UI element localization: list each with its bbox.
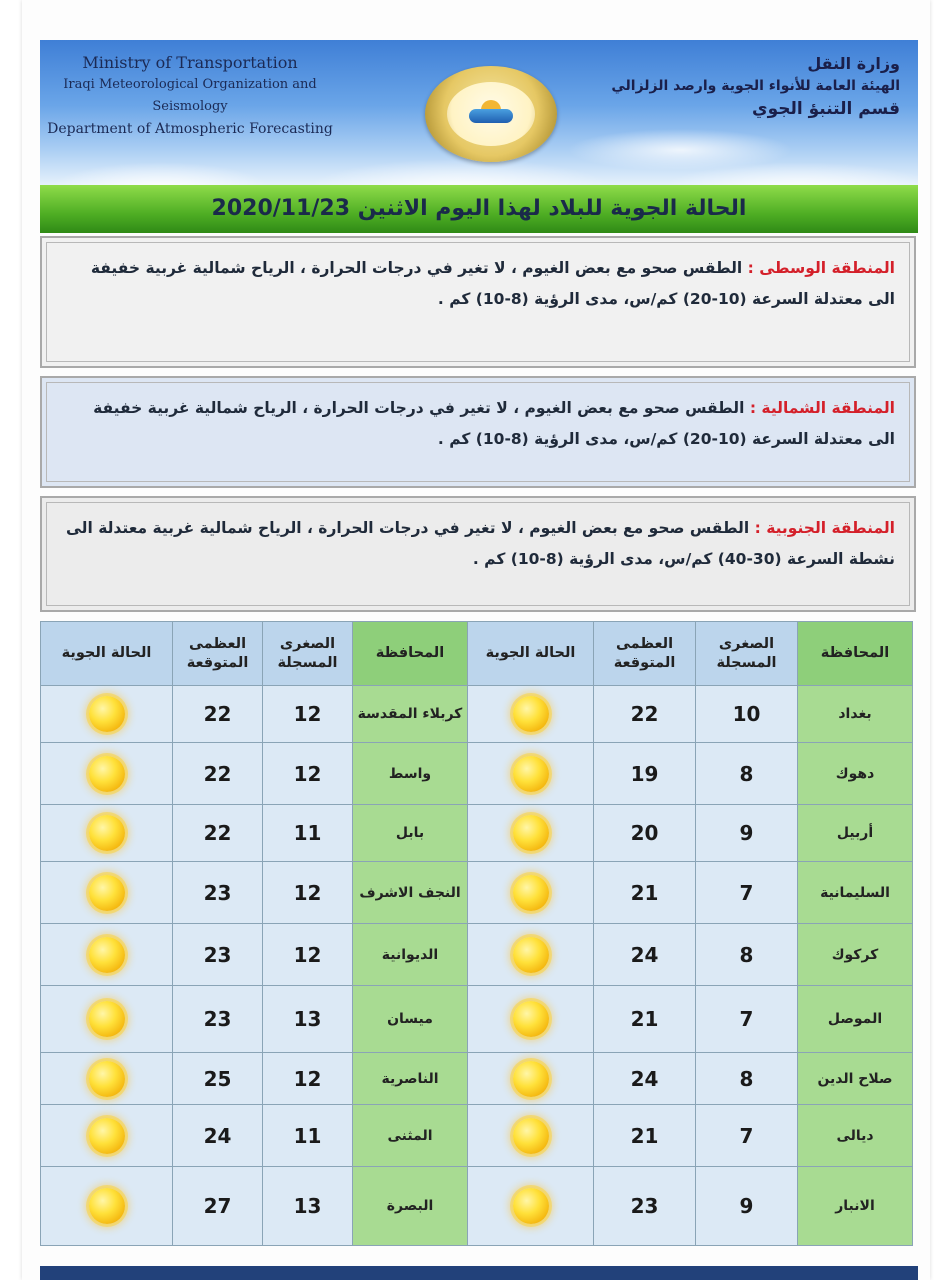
logo-inner-emblem (447, 82, 535, 146)
sun-icon (89, 1061, 125, 1097)
condition-cell (41, 1167, 173, 1246)
condition-cell (41, 862, 173, 924)
sun-icon (513, 937, 549, 973)
condition-cell (468, 1167, 594, 1246)
sun-icon (89, 696, 125, 732)
organization-name-ar: الهيئة العامة للأنواء الجوية وارصد الزلزالي (611, 78, 900, 94)
table-row (41, 986, 913, 1053)
max-temp-cell: 23 (173, 986, 263, 1053)
sun-icon (513, 1188, 549, 1224)
region-central-forecast: الطقس صحو مع بعض الغيوم ، لا تغير في درجات الحرارة ، الرياح شمالية غربية خفيفة الى معتدلة السرعة (10-20) كم/س، مدى الرؤية (8-10) كم . (90, 259, 895, 308)
province-cell: النجف الاشرف (353, 862, 468, 924)
province-cell: الناصرية (353, 1053, 468, 1105)
header-arabic-block (600, 52, 900, 121)
region-central-box (40, 236, 916, 368)
condition-cell (41, 986, 173, 1053)
max-temp-cell: 23 (173, 862, 263, 924)
max-temp-cell: 24 (594, 1053, 696, 1105)
condition-cell (41, 1053, 173, 1105)
organization-logo (425, 66, 557, 162)
sun-icon (513, 1001, 549, 1037)
region-north-box (40, 376, 916, 488)
table-row (41, 924, 913, 986)
province-cell: كركوك (798, 924, 913, 986)
max-temp-cell: 27 (173, 1167, 263, 1246)
page-title: الحالة الجوية للبلاد لهذا اليوم الاثنين 2020/11/23 (211, 196, 747, 221)
table-row (41, 686, 913, 743)
min-temp-cell: 8 (696, 924, 798, 986)
table-row (41, 805, 913, 862)
ministry-name-en: Ministry of Transportation (82, 53, 298, 72)
min-temp-cell: 12 (263, 686, 353, 743)
condition-cell (468, 986, 594, 1053)
condition-cell (41, 805, 173, 862)
max-temp-cell: 22 (594, 686, 696, 743)
province-cell: بابل (353, 805, 468, 862)
province-cell: كربلاء المقدسة (353, 686, 468, 743)
max-temp-cell: 21 (594, 1105, 696, 1167)
max-temp-cell: 24 (594, 924, 696, 986)
min-temp-cell: 12 (263, 924, 353, 986)
header-condition: الحالة الجوية (468, 622, 594, 686)
sun-icon (513, 756, 549, 792)
province-cell: دهوك (798, 743, 913, 805)
province-cell: أربيل (798, 805, 913, 862)
min-temp-cell: 13 (263, 986, 353, 1053)
province-cell: ميسان (353, 986, 468, 1053)
region-north-forecast: الطقس صحو مع بعض الغيوم ، لا تغير في درجات الحرارة ، الرياح شمالية غربية خفيفة الى معتدلة السرعة (10-20) كم/س، مدى الرؤية (8-10) كم . (93, 399, 895, 448)
condition-cell (468, 805, 594, 862)
condition-cell (468, 686, 594, 743)
condition-cell (468, 1105, 594, 1167)
ministry-name-ar: وزارة النقل (807, 54, 900, 73)
sun-icon (513, 696, 549, 732)
sun-icon (513, 815, 549, 851)
table-row (41, 743, 913, 805)
region-north-name: المنطقة الشمالية : (749, 399, 895, 417)
title-bar (40, 185, 918, 233)
header-min: الصغرى المسجلة (263, 622, 353, 686)
province-cell: المثنى (353, 1105, 468, 1167)
region-south-name: المنطقة الجنوبية : (754, 519, 895, 537)
min-temp-cell: 8 (696, 743, 798, 805)
condition-cell (41, 686, 173, 743)
province-cell: صلاح الدين (798, 1053, 913, 1105)
province-cell: ديالى (798, 1105, 913, 1167)
sun-icon (89, 756, 125, 792)
department-name-ar: قسم التنبؤ الجوي (752, 99, 900, 119)
region-south-text (46, 502, 910, 606)
max-temp-cell: 20 (594, 805, 696, 862)
condition-cell (468, 743, 594, 805)
min-temp-cell: 12 (263, 1053, 353, 1105)
condition-cell (468, 924, 594, 986)
min-temp-cell: 9 (696, 805, 798, 862)
header-min: الصغرى المسجلة (696, 622, 798, 686)
region-central-text (46, 242, 910, 362)
sun-icon (89, 815, 125, 851)
region-north-text (46, 382, 910, 482)
condition-cell (468, 862, 594, 924)
sun-icon (513, 1061, 549, 1097)
header-condition: الحالة الجوية (41, 622, 173, 686)
max-temp-cell: 22 (173, 805, 263, 862)
organization-name-en: Iraqi Meteorological Organization and Seismology (63, 77, 317, 114)
logo-wave-icon (469, 109, 513, 123)
region-south-forecast: الطقس صحو مع بعض الغيوم ، لا تغير في درجات الحرارة ، الرياح شمالية غربية معتدلة الى نشطة السرعة (30-40) كم/س، مدى الرؤية (8-10) كم . (66, 519, 895, 568)
header-max: العظمى المتوقعة (594, 622, 696, 686)
min-temp-cell: 12 (263, 862, 353, 924)
min-temp-cell: 8 (696, 1053, 798, 1105)
province-cell: البصرة (353, 1167, 468, 1246)
min-temp-cell: 13 (263, 1167, 353, 1246)
max-temp-cell: 23 (594, 1167, 696, 1246)
min-temp-cell: 7 (696, 986, 798, 1053)
min-temp-cell: 11 (263, 805, 353, 862)
province-cell: الانبار (798, 1167, 913, 1246)
table-row (41, 1053, 913, 1105)
min-temp-cell: 9 (696, 1167, 798, 1246)
footer-bar (40, 1266, 918, 1280)
max-temp-cell: 21 (594, 862, 696, 924)
max-temp-cell: 22 (173, 743, 263, 805)
sun-icon (89, 875, 125, 911)
forecast-table (40, 621, 913, 1246)
min-temp-cell: 11 (263, 1105, 353, 1167)
region-south-box (40, 496, 916, 612)
min-temp-cell: 10 (696, 686, 798, 743)
header-province: المحافظة (798, 622, 913, 686)
sun-icon (513, 1118, 549, 1154)
min-temp-cell: 12 (263, 743, 353, 805)
max-temp-cell: 25 (173, 1053, 263, 1105)
table-row (41, 862, 913, 924)
max-temp-cell: 24 (173, 1105, 263, 1167)
province-cell: واسط (353, 743, 468, 805)
sun-icon (513, 875, 549, 911)
condition-cell (41, 743, 173, 805)
max-temp-cell: 19 (594, 743, 696, 805)
province-cell: الموصل (798, 986, 913, 1053)
sun-icon (89, 937, 125, 973)
department-name-en: Department of Atmospheric Forecasting (47, 121, 333, 137)
header-english-block (40, 52, 340, 140)
province-cell: بغداد (798, 686, 913, 743)
condition-cell (468, 1053, 594, 1105)
header-banner (40, 40, 918, 185)
table-row (41, 1167, 913, 1246)
region-central-name: المنطقة الوسطى : (747, 259, 895, 277)
header-province: المحافظة (353, 622, 468, 686)
table-row (41, 1105, 913, 1167)
header-max: العظمى المتوقعة (173, 622, 263, 686)
province-cell: السليمانية (798, 862, 913, 924)
min-temp-cell: 7 (696, 1105, 798, 1167)
condition-cell (41, 1105, 173, 1167)
max-temp-cell: 23 (173, 924, 263, 986)
max-temp-cell: 22 (173, 686, 263, 743)
province-cell: الديوانية (353, 924, 468, 986)
sun-icon (89, 1188, 125, 1224)
table-header-row (41, 622, 913, 686)
sun-icon (89, 1118, 125, 1154)
condition-cell (41, 924, 173, 986)
max-temp-cell: 21 (594, 986, 696, 1053)
sun-icon (89, 1001, 125, 1037)
min-temp-cell: 7 (696, 862, 798, 924)
